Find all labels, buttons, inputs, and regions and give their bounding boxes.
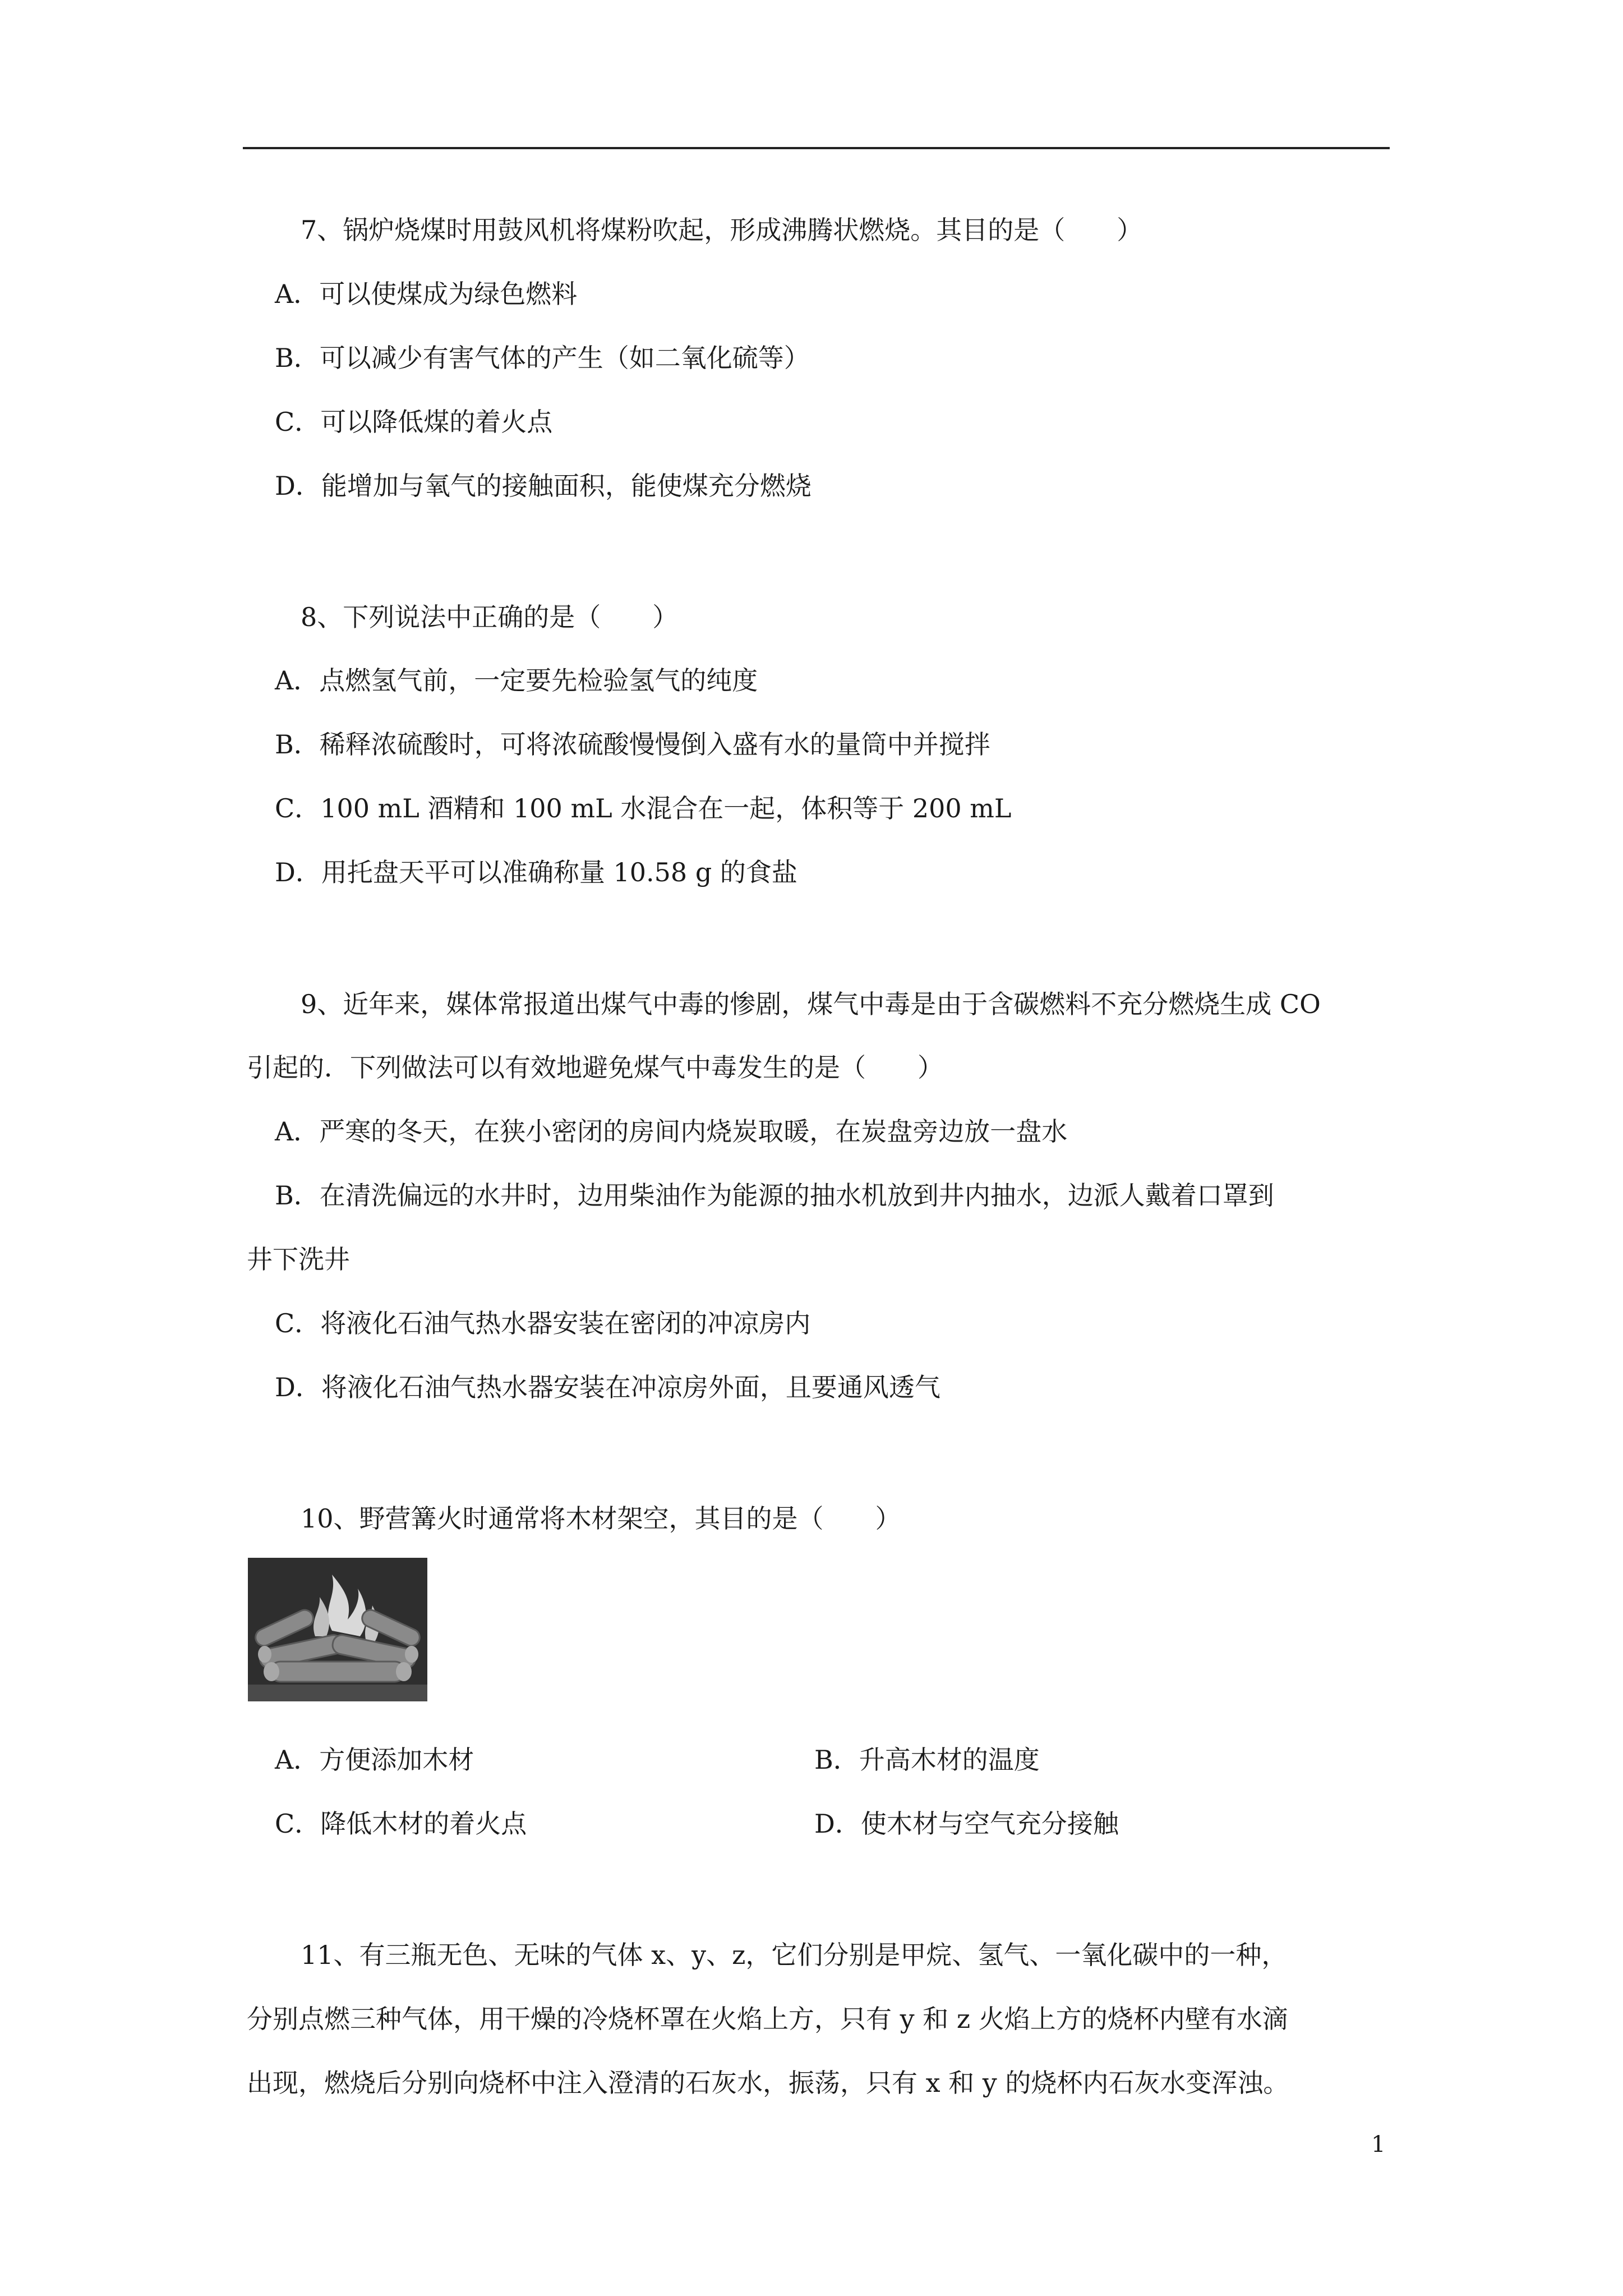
q8-option-a: A．点燃氢气前，一定要先检验氢气的纯度 bbox=[275, 665, 758, 696]
q10-stem: 10、野营篝火时通常将木材架空，其目的是（ ） bbox=[301, 1503, 901, 1534]
q9-stem-line1: 9、近年来，媒体常报道出煤气中毒的惨剧，煤气中毒是由于含碳燃料不充分燃烧生成 CO bbox=[301, 989, 1321, 1019]
q7-option-c: C．可以降低煤的着火点 bbox=[275, 407, 553, 437]
q11-line1: 11、有三瓶无色、无味的气体 x、y、z，它们分别是甲烷、氢气、一氧化碳中的一种， bbox=[301, 1940, 1288, 1970]
q7-option-b: B．可以减少有害气体的产生（如二氧化硫等） bbox=[275, 343, 810, 373]
q9-option-a: A．严寒的冬天，在狭小密闭的房间内烧炭取暖，在炭盘旁边放一盘水 bbox=[275, 1116, 1068, 1147]
campfire-illustration bbox=[248, 1558, 427, 1701]
q8-option-c: C．100 mL 酒精和 100 mL 水混合在一起，体积等于 200 mL bbox=[275, 793, 1012, 823]
q9-option-b-line2: 井下洗井 bbox=[247, 1244, 350, 1274]
q9-option-b-line1: B．在清洗偏远的水井时，边用柴油作为能源的抽水机放到井内抽水，边派人戴着口罩到 bbox=[275, 1180, 1274, 1211]
q10-option-c: C．降低木材的着火点 bbox=[275, 1809, 527, 1839]
q11-line3: 出现，燃烧后分别向烧杯中注入澄清的石灰水，振荡，只有 x 和 y 的烧杯内石灰水变浑浊。 bbox=[247, 2068, 1289, 2098]
page-number: 1 bbox=[1371, 2132, 1386, 2157]
q10-option-b: B．升高木材的温度 bbox=[814, 1745, 1040, 1775]
q8-option-d: D．用托盘天平可以准确称量 10.58 g 的食盐 bbox=[275, 857, 797, 887]
q9-stem-line2: 引起的．下列做法可以有效地避免煤气中毒发生的是（ ） bbox=[247, 1052, 943, 1083]
q9-option-d: D．将液化石油气热水器安装在冲凉房外面，且要通风透气 bbox=[275, 1372, 940, 1402]
q10-option-d: D．使木材与空气充分接触 bbox=[814, 1809, 1119, 1839]
q8-stem: 8、下列说法中正确的是（ ） bbox=[301, 602, 679, 632]
q7-stem: 7、锅炉烧煤时用鼓风机将煤粉吹起，形成沸腾状燃烧。其目的是（ ） bbox=[301, 215, 1143, 245]
q8-option-b: B．稀释浓硫酸时，可将浓硫酸慢慢倒入盛有水的量筒中并搅拌 bbox=[275, 729, 990, 760]
q11-line2: 分别点燃三种气体，用干燥的冷烧杯罩在火焰上方，只有 y 和 z 火焰上方的烧杯内壁有水滴 bbox=[247, 2004, 1288, 2034]
q7-option-a: A．可以使煤成为绿色燃料 bbox=[275, 279, 578, 309]
campfire-image bbox=[248, 1558, 427, 1701]
header-rule bbox=[243, 147, 1390, 149]
q7-option-d: D．能增加与氧气的接触面积，能使煤充分燃烧 bbox=[275, 471, 811, 501]
q10-option-a: A．方便添加木材 bbox=[275, 1745, 474, 1775]
q9-option-c: C．将液化石油气热水器安装在密闭的冲凉房内 bbox=[275, 1308, 811, 1338]
